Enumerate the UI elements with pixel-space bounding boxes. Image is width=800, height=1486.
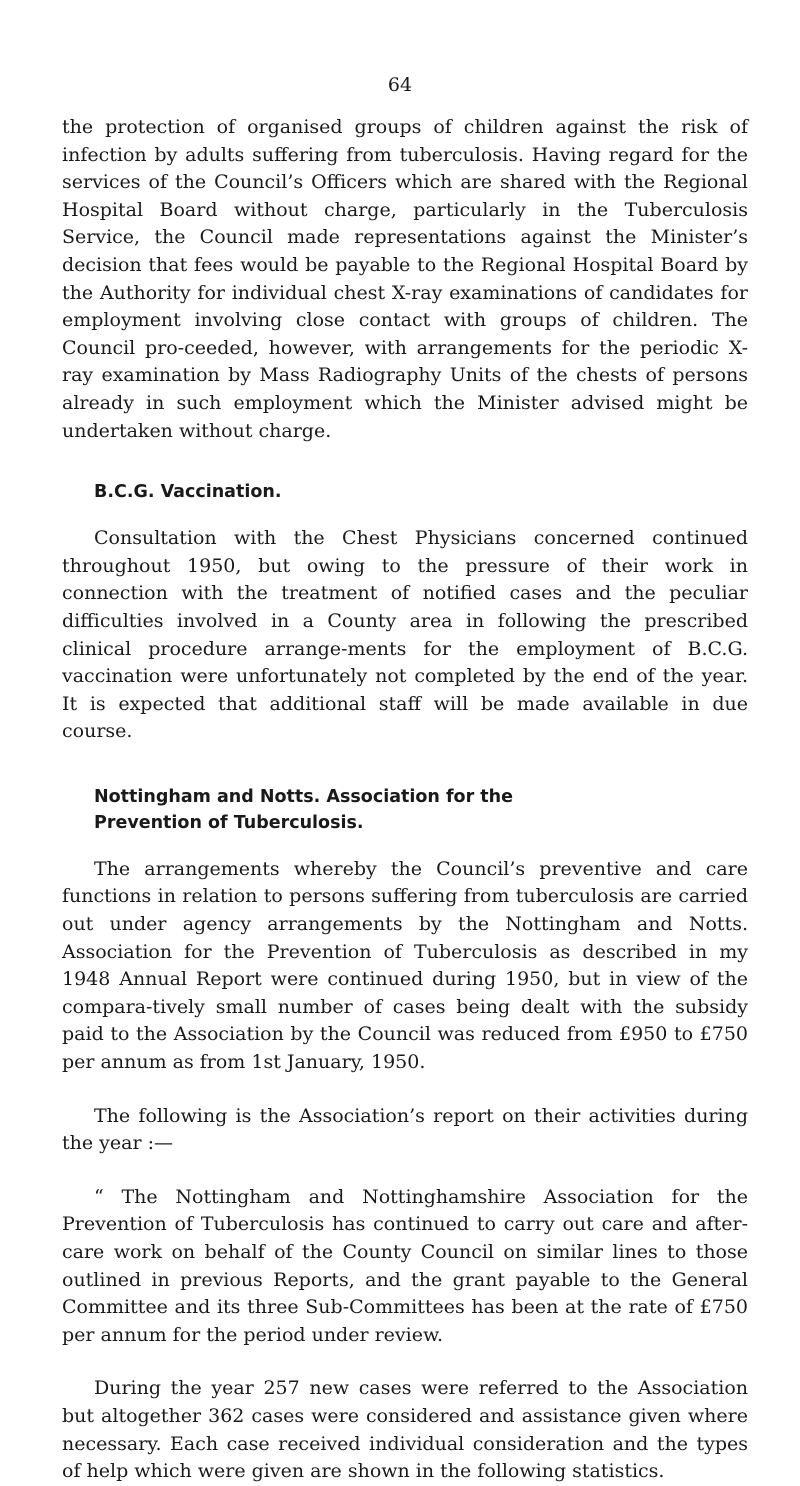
paragraph-association-report-intro: The following is the Association’s report on their activities during the year :—: [62, 1104, 748, 1155]
page-content: [62, 114, 748, 1486]
heading-notts-association-line2: Prevention of Tuberculosis.: [94, 812, 364, 833]
paragraph-cases-referred: During the year 257 new cases were referred to the Association but altogether 362 cases were considered and assistance given where necessary. Each case received individual consideration and the types of help which were given are shown in the following statistics.: [62, 1377, 748, 1483]
paragraph-association-report-quote: “ The Nottingham and Nottinghamshire Association for the Prevention of Tuberculosis has continued to carry out care and after-care work on behalf of the County Council on similar lines to those outlined in previous Reports, and the grant payable to the General Committee and its three Sub-Committees has been at the rate of £750 per annum for the period under review.: [62, 1185, 748, 1346]
page-number: 64: [387, 74, 413, 96]
heading-bcg-vaccination: B.C.G. Vaccination.: [94, 482, 282, 503]
heading-notts-association: [94, 784, 748, 836]
paragraph-agency-arrangements: The arrangements whereby the Council’s preventive and care functions in relation to persons suffering from tuberculosis are carried out under agency arrangements by the Nottingham and Notts. Association for the Prevention of Tuberculosis as described in my 1948 Annual Report were continued during 1950, but in view of the compara-tively small number of cases being dealt with the subsidy paid to the Association by the Council was reduced from £950 to £750 per annum as from 1st January, 1950.: [62, 857, 748, 1074]
heading-notts-association-line1: Nottingham and Notts. Association for the: [94, 786, 513, 807]
paragraph-protection-of-children: the protection of organised groups of children against the risk of infection by adults suffering from tuberculosis. Having regard for the services of the Council’s Officers which are shared with the Regional Hospital Board without charge, particularly in the Tuberculosis Service, the Council made representations against the Minister’s decision that fees would be payable to the Regional Hospital Board by the Authority for individual chest X-ray examinations of candidates for employment involving close contact with groups of children. The Council pro-ceeded, however, with arrangements for the periodic X-ray examination by Mass Radiography Units of the chests of persons already in such employment which the Minister advised might be undertaken without charge.: [62, 116, 748, 442]
paragraph-bcg-consultation: Consultation with the Chest Physicians concerned continued throughout 1950, but owing to the pressure of their work in connection with the treatment of notified cases and the peculiar difficulties involved in a County area in following the prescribed clinical procedure arrange-ments for the employment of B.C.G. vaccination were unfortunately not completed by the end of the year. It is expected that additional staff will be made available in due course.: [62, 527, 748, 743]
